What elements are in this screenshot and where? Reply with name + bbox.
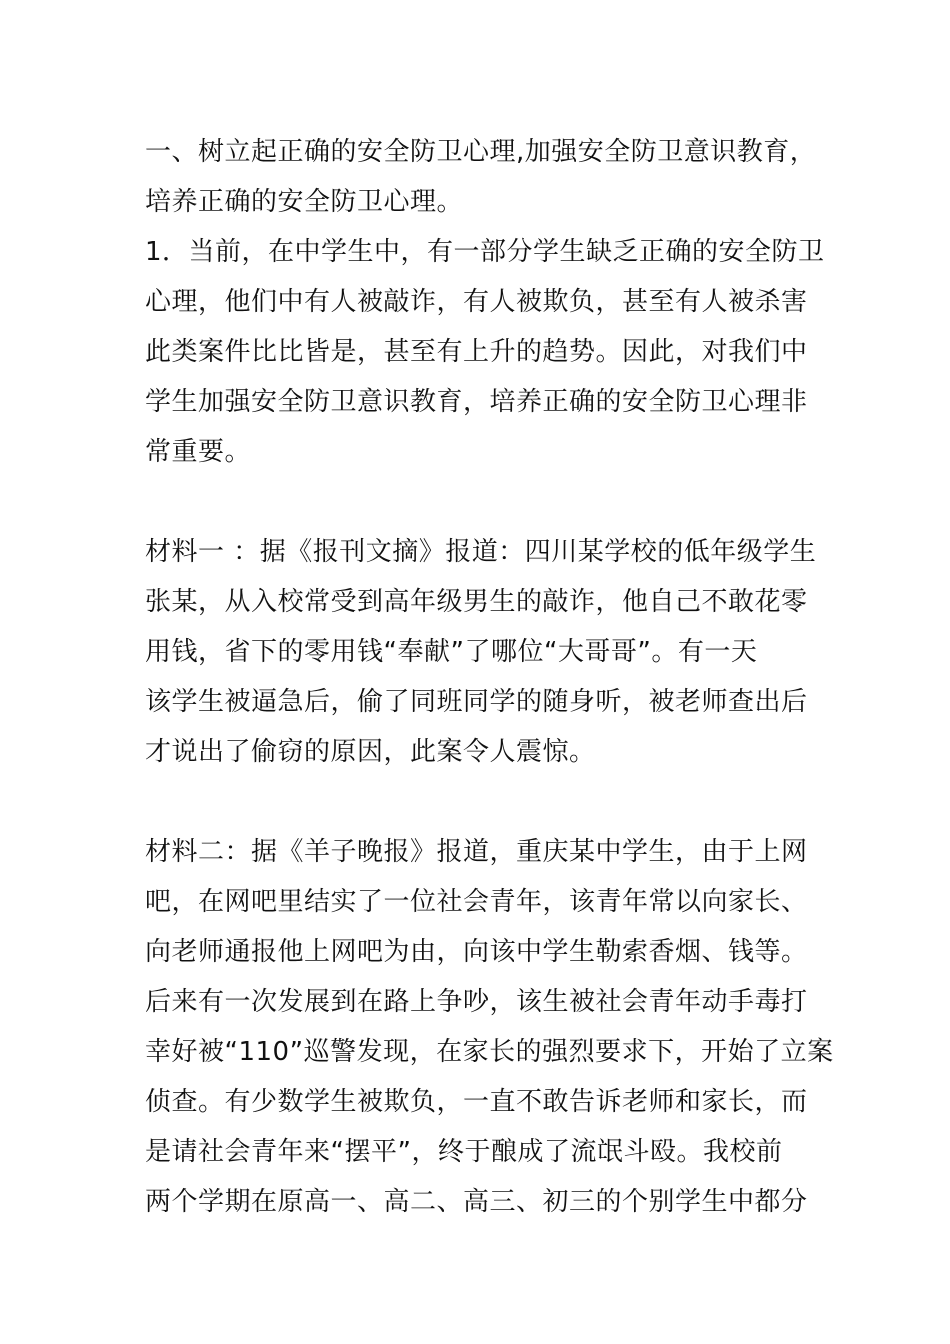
section-heading-line-2: 培养正确的安全防卫心理。 — [145, 187, 464, 217]
paragraph-1-line-1: 1．当前，在中学生中，有一部分学生缺乏正确的安全防卫 — [145, 237, 825, 267]
paragraph-1-line-3: 此类案件比比皆是，甚至有上升的趋势。因此，对我们中 — [145, 337, 808, 367]
paragraph-1-line-5: 常重要。 — [145, 437, 252, 467]
material-2-line-1: 材料二：据《羊子晚报》报道，重庆某中学生，由于上网 — [145, 837, 808, 867]
material-1-line-5: 才说出了偷窃的原因，此案令人震惊。 — [145, 737, 596, 767]
material-2-line-7: 是请社会青年来“摆平”，终于酿成了流氓斗殴。我校前 — [145, 1137, 783, 1167]
paragraph-1-line-2: 心理，他们中有人被敲诈，有人被欺负，甚至有人被杀害 — [145, 287, 808, 317]
material-2-line-4: 后来有一次发展到在路上争吵，该生被社会青年动手毒打 — [145, 987, 808, 1017]
material-1-line-1: 材料一 ：据《报刊文摘》报道：四川某学校的低年级学生 — [145, 537, 817, 567]
material-2-line-8: 两个学期在原高一、高二、高三、初三的个别学生中都分 — [145, 1187, 808, 1217]
material-1-line-3: 用钱，省下的零用钱“奉献”了哪位“大哥哥”。有一天 — [145, 637, 758, 667]
paragraph-1-line-4: 学生加强安全防卫意识教育，培养正确的安全防卫心理非 — [145, 387, 808, 417]
material-2-line-5: 幸好被“110”巡警发现，在家长的强烈要求下，开始了立案 — [145, 1037, 834, 1067]
section-heading-line-1: 一、树立起正确的安全防卫心理,加强安全防卫意识教育， — [145, 137, 817, 167]
material-1-line-4: 该学生被逼急后，偷了同班同学的随身听，被老师查出后 — [145, 687, 808, 717]
material-2-line-2: 吧，在网吧里结实了一位社会青年，该青年常以向家长、 — [145, 887, 808, 917]
material-2-line-3: 向老师通报他上网吧为由，向该中学生勒索香烟、钱等。 — [145, 937, 808, 967]
material-2-line-6: 侦查。有少数学生被欺负，一直不敢告诉老师和家长，而 — [145, 1087, 808, 1117]
material-1-line-2: 张某，从入校常受到高年级男生的敲诈，他自己不敢花零 — [145, 587, 808, 617]
